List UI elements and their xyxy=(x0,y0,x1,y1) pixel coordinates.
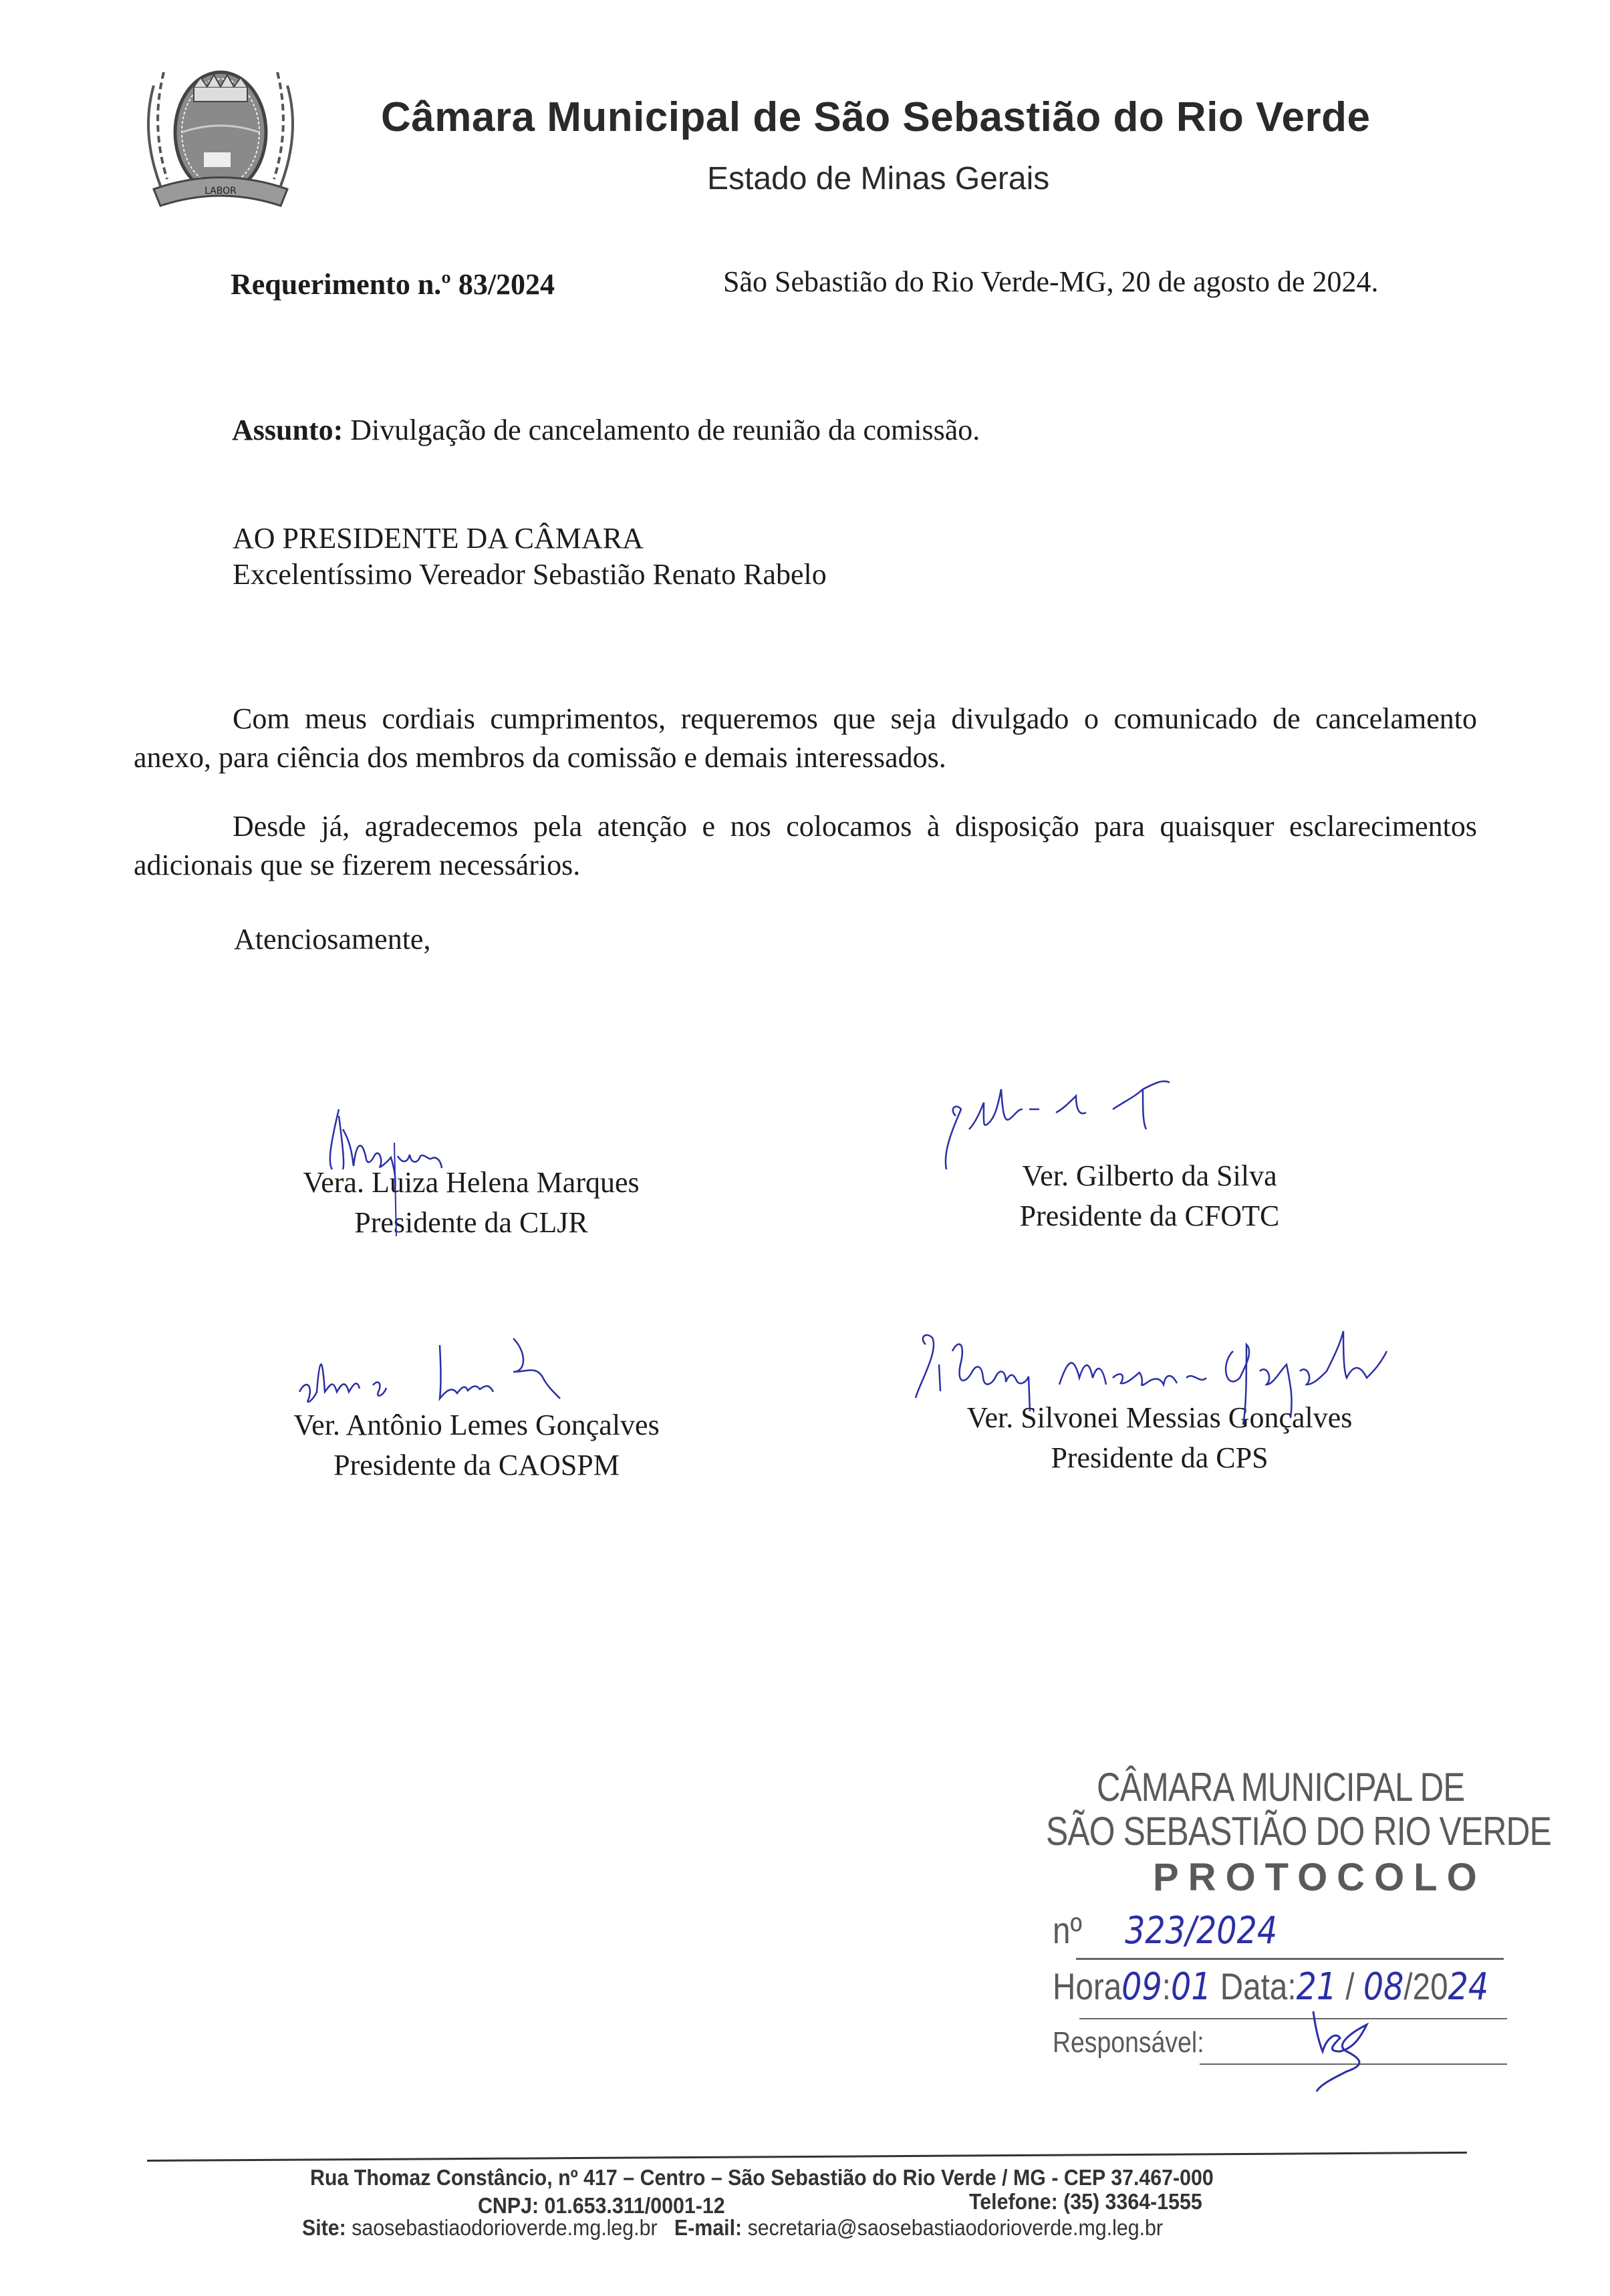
hora-label: Hora xyxy=(1053,1965,1122,2007)
number-label: nº xyxy=(1053,1909,1082,1951)
subject-text: Divulgação de cancelamento de reunião da comissão. xyxy=(343,414,980,446)
signatory-role: Presidente da CPS xyxy=(1051,1441,1268,1474)
footer-contacts xyxy=(302,2215,1163,2241)
protocol-number: 323/2024 xyxy=(1125,1909,1278,1953)
institution-subtitle: Estado de Minas Gerais xyxy=(707,161,1050,196)
stamp-title: PROTOCOLO xyxy=(1153,1856,1486,1899)
handwritten-signature-icon xyxy=(912,1324,1581,1458)
stamp-responsible-row xyxy=(1053,2026,1204,2059)
footer-address: Rua Thomaz Constâncio, nº 417 – Centro – São Sebastião do Rio Verde / MG - CEP 37.467-000 xyxy=(310,2165,1214,2190)
recipient-title: AO PRESIDENTE DA CÂMARA xyxy=(233,522,644,555)
data-year-prefix: /20 xyxy=(1403,1965,1448,2007)
data-month: 08 xyxy=(1363,1965,1404,2009)
email-label: E-mail: xyxy=(674,2215,743,2240)
coat-of-arms-icon xyxy=(127,45,314,216)
document-reference: Requerimento n.º 83/2024 xyxy=(231,268,555,301)
signatory-name: Ver. Silvonei Messias Gonçalves xyxy=(966,1401,1353,1434)
signature-block xyxy=(271,1163,672,1243)
place-date: São Sebastião do Rio Verde-MG, 20 de agosto de 2024. xyxy=(723,265,1379,298)
footer-cnpj: CNPJ: 01.653.311/0001-12 xyxy=(478,2193,725,2218)
site-link[interactable]: saosebastiaodorioverde.mg.leg.br xyxy=(346,2215,658,2240)
institution-title: Câmara Municipal de São Sebastião do Rio Verde xyxy=(381,94,1371,140)
subject-label: Assunto: xyxy=(232,414,344,446)
data-year-suffix: 24 xyxy=(1448,1965,1489,2009)
handwritten-initials-icon xyxy=(1307,2011,1387,2092)
paragraph-text: Com meus cordiais cumprimentos, requeremos que seja divulgado o comunicado de cancelamento anexo, para ciência dos membros da comissão e demais interessados. xyxy=(134,702,1477,774)
body-paragraph xyxy=(134,807,1477,885)
signatory-name: Vera. Luiza Helena Marques xyxy=(303,1166,640,1199)
data-label: Data: xyxy=(1220,1965,1297,2007)
signature-block xyxy=(962,1156,1337,1236)
svg-text:LABOR: LABOR xyxy=(205,186,237,196)
signatory-name: Ver. Gilberto da Silva xyxy=(1022,1159,1277,1192)
signature-block xyxy=(259,1405,694,1485)
handwritten-signature-icon xyxy=(293,1332,707,1419)
signatory-role: Presidente da CAOSPM xyxy=(333,1449,620,1481)
site-label: Site: xyxy=(302,2215,346,2240)
body-paragraph xyxy=(134,700,1477,777)
hora-hours: 09 xyxy=(1121,1965,1162,2009)
data-day: 21 xyxy=(1296,1965,1337,2009)
paragraph-text: Desde já, agradecemos pela atenção e nos colocamos à disposição para quaisquer esclarecimentos adicionais que se fizerem necessários. xyxy=(134,810,1477,881)
signature-block xyxy=(919,1398,1400,1478)
signatory-role: Presidente da CLJR xyxy=(354,1206,588,1239)
stamp-number-row xyxy=(1053,1908,1277,1953)
stamp-line-1: CÂMARA MUNICIPAL DE xyxy=(1097,1765,1465,1810)
handwritten-signature-icon xyxy=(324,1103,458,1196)
hora-minutes: 01 xyxy=(1170,1965,1212,2009)
signatory-role: Presidente da CFOTC xyxy=(1019,1199,1280,1232)
stamp-line-2: SÃO SEBASTIÃO DO RIO VERDE xyxy=(1046,1809,1552,1854)
stamp-underline xyxy=(1076,1958,1504,1960)
footer-phone: Telefone: (35) 3364-1555 xyxy=(969,2189,1202,2214)
stamp-underline xyxy=(1079,2018,1507,2019)
signatory-name: Ver. Antônio Lemes Gonçalves xyxy=(293,1409,660,1441)
protocol-stamp xyxy=(1039,1764,1552,2071)
closing: Atenciosamente, xyxy=(234,923,431,956)
stamp-datetime-row: Hora09:01 Data:21 / 08/2024 xyxy=(1053,1965,1489,2009)
recipient-name: Excelentíssimo Vereador Sebastião Renato Rabelo xyxy=(233,558,827,591)
subject-line xyxy=(232,413,980,447)
handwritten-signature-icon xyxy=(942,1083,1317,1176)
footer-divider xyxy=(147,2152,1467,2162)
responsavel-label: Responsável: xyxy=(1053,2026,1204,2059)
email-link[interactable]: secretaria@saosebastiaodorioverde.mg.leg.br xyxy=(742,2215,1164,2240)
